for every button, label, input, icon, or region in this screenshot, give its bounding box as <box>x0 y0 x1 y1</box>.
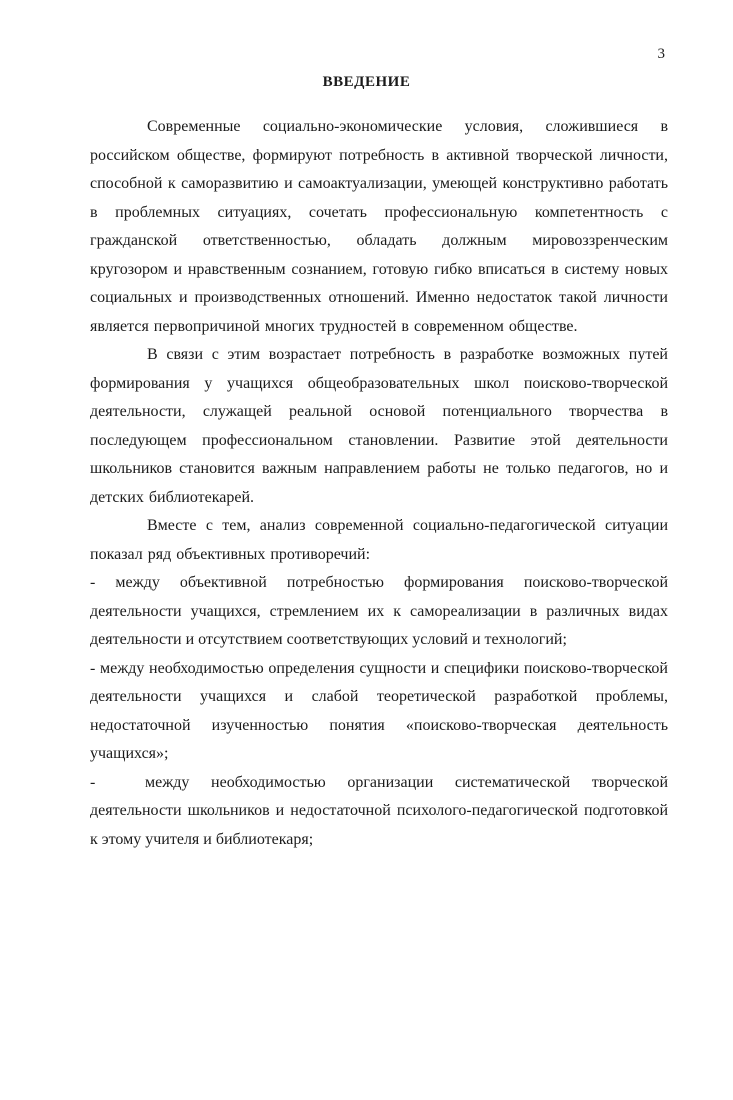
list-item-text: между необходимостью определения сущности и специфики поисково-творческой деятельности учащихся и слабой теоретической разработкой проблемы, недостаточной изученностью понятия «поисково-творческая деятельность учащихся»; <box>90 659 668 762</box>
list-item <box>90 655 668 769</box>
list-dash: - <box>90 659 96 677</box>
section-heading: ВВЕДЕНИЕ <box>322 74 411 90</box>
page-number: 3 <box>657 46 665 62</box>
paragraph-need: В связи с этим возрастает потребность в разработке возможных путей формирования у учащихся общеобразовательных школ поисково-творческой деятельности, служащей реальной основой потенциального творчества в последующем профессиональном становлении. Развитие этой деятельности школьников становится важным направлением работы не только педагогов, но и детских библиотекарей. <box>90 346 668 506</box>
list-item <box>90 569 668 655</box>
paragraph-intro: Современные социально-экономические условия, сложившиеся в российском обществе, формируют потребность в активной творческой личности, способной к саморазвитию и самоактуализации, умеющей конструктивно работать в проблемных ситуациях, сочетать профессиональную компетентность с гражданской ответственностью, обладать должным мировоззренческим кругозором и нравственным сознанием, готовую гибко вписаться в систему новых социальных и производственных отношений. Именно недостаток такой личности является первопричиной многих трудностей в современном обществе. <box>90 118 668 335</box>
list-dash: - <box>90 574 96 591</box>
list-item <box>90 769 668 855</box>
list-dash: - <box>90 773 96 791</box>
list-item-text: между объективной потребностью формирования поисково-творческой деятельности учащихся, стремлением их к самореализации в различных видах деятельности и отсутствием соответствующих условий и технологий; <box>90 574 669 648</box>
paragraph-contradictions: Вместе с тем, анализ современной социально-педагогической ситуации показал ряд объективных противоречий: <box>90 517 668 563</box>
document-body <box>90 113 668 854</box>
list-item-text: между необходимостью организации систематической творческой деятельности школьников и недостаточной психолого-педагогической подготовкой к этому учителя и библиотекаря; <box>90 773 668 848</box>
